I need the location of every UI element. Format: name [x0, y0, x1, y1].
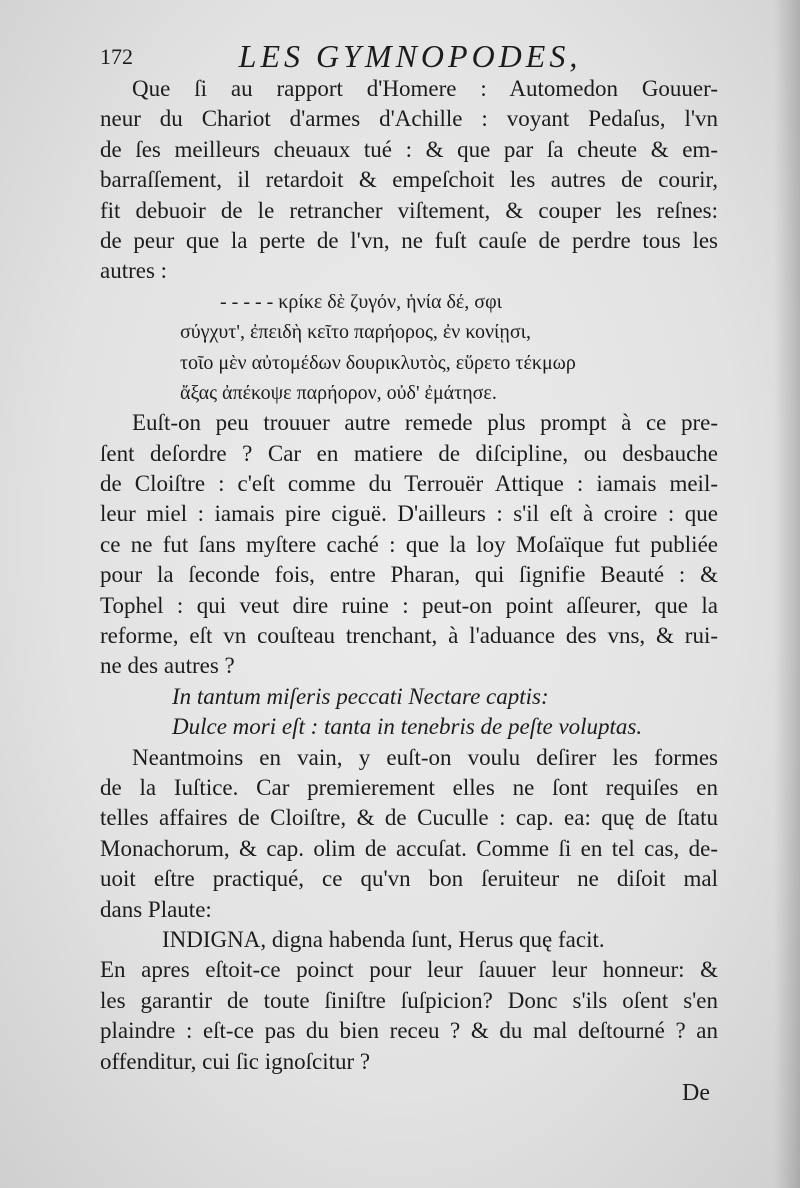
text-line: uoit eſtre practiqué, ce qu'vn bon ſeruiteur ne diſoit mal: [100, 866, 718, 892]
text-line: offenditur, cui ſic ignoſcitur ?: [100, 1048, 371, 1074]
body-text: [100, 74, 718, 1077]
text-line: En apres eſtoit-ce poinct pour leur ſauuer leur honneur: &: [100, 957, 718, 983]
text-line: Euſt-on peu trouuer autre remede plus prompt à ce pre-: [132, 410, 718, 436]
paragraph-2: [100, 408, 718, 682]
text-line: Monachorum, & cap. olim de accuſat. Comme ſi en tel cas, de-: [100, 835, 718, 861]
text-line: Neantmoins en vain, y euſt-on voulu deſirer les formes: [132, 744, 718, 770]
text-line: dans Plaute:: [100, 896, 212, 922]
catchword: De: [682, 1080, 710, 1106]
text-line: de peur que la perte de l'vn, ne fuſt cauſe de perdre tous les: [100, 227, 718, 253]
greek-line: - - - - - κρίκε δὲ ζυγόν, ἡνία δέ, σφι: [220, 290, 502, 313]
verse-line: In tantum miſeris peccati Nectare captis:: [172, 683, 549, 709]
text-line: de Cloiſtre : c'eſt comme du Terrouër Attique : iamais meil-: [100, 471, 718, 497]
paragraph-4: [100, 955, 718, 1077]
text-line: les garantir de toute ſiniſtre ſuſpicion? Donc s'ils oſent s'en: [100, 987, 718, 1013]
greek-line: σύγχυτ', ἐπειδὴ κεῖτο παρήορος, ἐν κονίῃσι,: [180, 321, 532, 344]
text-line: barraſſement, il retardoit & empeſchoit les autres de courir,: [100, 167, 718, 193]
text-line: de la Iuſtice. Car premierement elles ne ſont requiſes en: [100, 774, 718, 800]
page-gutter-shadow: [774, 0, 800, 1188]
text-line: ne des autres ?: [100, 653, 235, 679]
text-line: leur miel : iamais pire ciguë. D'ailleurs : s'il eſt à croire : que: [100, 501, 718, 527]
paragraph-3: [100, 743, 718, 925]
text-line: autres :: [100, 258, 168, 284]
greek-quotation: [100, 287, 718, 409]
text-line: ſent deſordre ? Car en matiere de diſcipline, ou desbauche: [100, 440, 718, 466]
greek-line: ἄξας ἀπέκοψε παρήορον, οὐδ' ἐμάτησε.: [180, 381, 497, 404]
latin-verse: [100, 682, 718, 743]
paragraph-1: [100, 74, 718, 287]
plautus-quote: INDIGNA, digna habenda ſunt, Herus quę facit.: [162, 926, 605, 952]
page-header: [100, 36, 720, 76]
greek-line: τοῖο μὲν αὐτομέδων δουρικλυτὸς, εὕρετο τέκμωρ: [180, 351, 576, 374]
text-line: ce ne fut ſans myſtere caché : que la loy Moſaïque fut publiée: [100, 531, 718, 557]
text-line: plaindre : eſt-ce pas du bien receu ? & du mal deſtourné ? an: [100, 1018, 718, 1044]
text-line: Tophel : qui veut dire ruine : peut-on point aſſeurer, que la: [100, 592, 718, 618]
text-line: reforme, eſt vn couſteau trenchant, à l'aduance des vns, & rui-: [100, 623, 718, 649]
text-line: Que ſi au rapport d'Homere : Automedon Gouuer-: [132, 76, 718, 101]
running-head: LES GYMNOPODES,: [238, 38, 582, 74]
text-line: telles affaires de Cloiſtre, & de Cuculle : cap. ea: quę de ſtatu: [100, 805, 718, 831]
text-line: neur du Chariot d'armes d'Achille : voyant Pedaſus, l'vn: [100, 106, 718, 132]
verse-line: Dulce mori eſt : tanta in tenebris de peſte voluptas.: [172, 714, 643, 740]
text-line: fit debuoir de le retrancher viſtement, & couper les reſnes:: [100, 197, 718, 223]
text-line: de ſes meilleurs cheuaux tué : & que par ſa cheute & em-: [100, 136, 718, 162]
text-line: pour la ſeconde fois, entre Pharan, qui ſignifie Beauté : &: [100, 562, 718, 588]
page-number: 172: [100, 44, 133, 69]
